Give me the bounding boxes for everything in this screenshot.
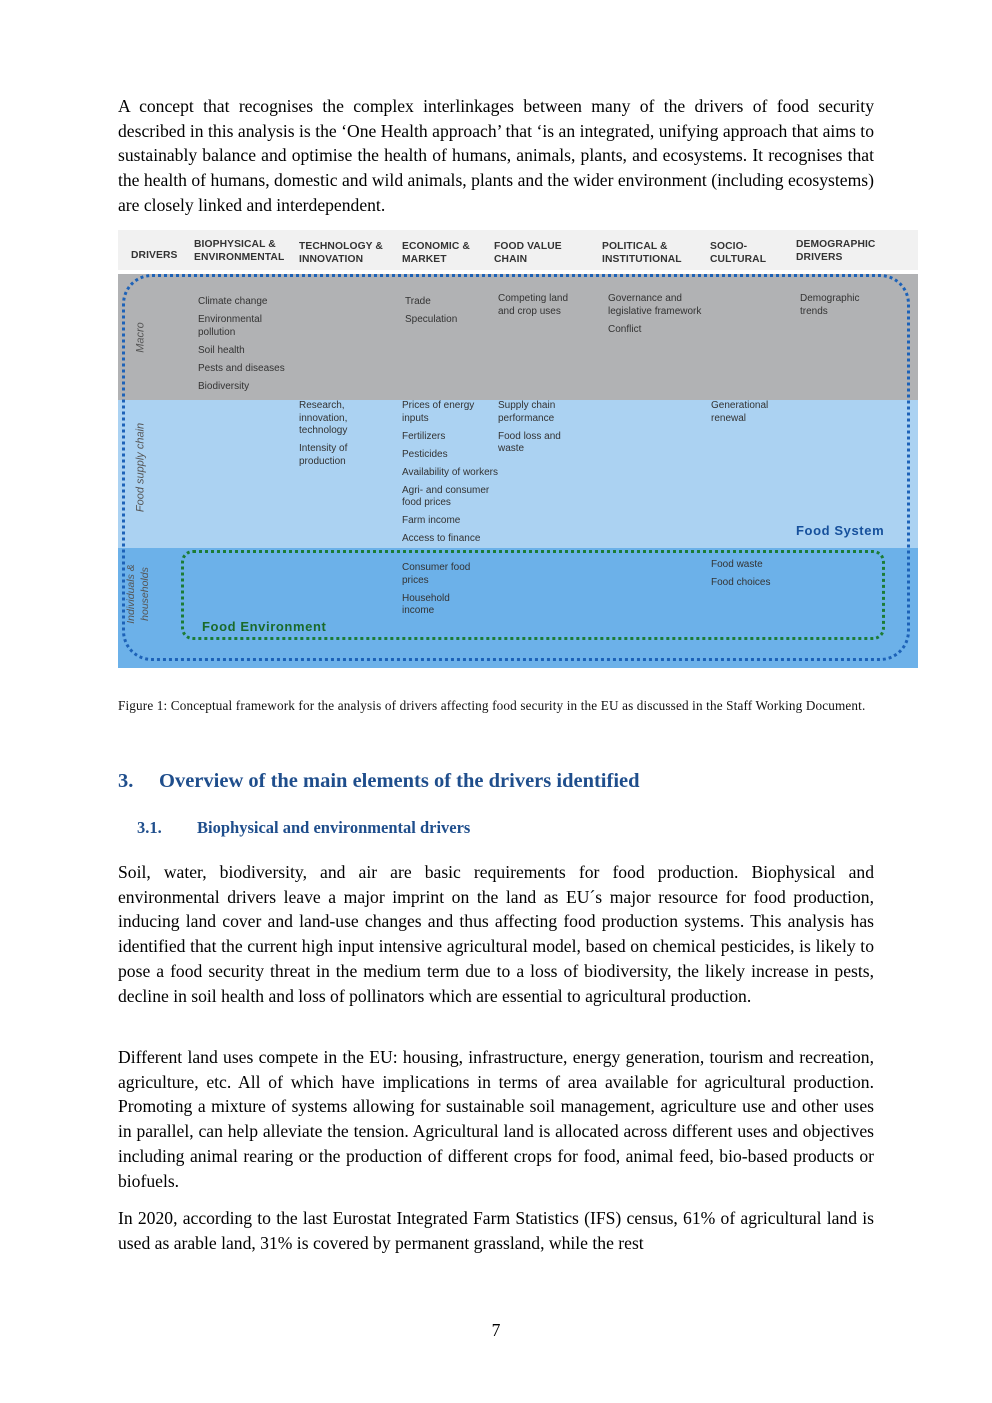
section-number: 3.: [118, 770, 134, 792]
row-label-macro: Macro: [134, 322, 147, 353]
supply-economic-cell: [402, 400, 502, 551]
macro-political-cell: [608, 293, 713, 342]
list-item: Food waste: [711, 559, 763, 570]
list-item: Fertilizers: [402, 430, 446, 442]
list-item: Supply chain performance: [498, 400, 556, 424]
list-item: Agri- and consumer food prices: [402, 484, 490, 508]
list-item: Speculation: [405, 314, 458, 325]
list-item: Research, innovation, technology: [299, 400, 348, 436]
list-item: Access to finance: [402, 533, 481, 544]
individuals-economic-cell: [402, 562, 482, 623]
list-item: Pests and diseases: [198, 362, 285, 374]
list-item: Demographic trends: [800, 293, 860, 317]
body-paragraph-1: Soil, water, biodiversity, and air are basic requirements for food production. Biophysical and environmental drivers leave a major imprint on the land as EU´s major resource for food production, inducing land cover and land-use changes and thus affecting food production systems. This analysis has identified that the current high input intensive agricultural model, based on chemical pesticides, is likely to pose a food security threat in the medium term due to a loss of biodiversity, the likely increase in pests, decline in soil health and loss of pollinators which are essential to agricultural production.: [118, 862, 874, 1006]
list-item: Household income: [402, 592, 450, 616]
header-value-chain: FOOD VALUE CHAIN: [494, 241, 562, 265]
list-item: Prices of energy inputs: [402, 400, 475, 424]
header-biophysical: BIOPHYSICAL & ENVIRONMENTAL: [194, 239, 285, 263]
macro-biophysical-cell: [198, 296, 298, 399]
subsection-number: 3.1.: [137, 818, 162, 837]
header-economic: ECONOMIC & MARKET: [402, 241, 470, 265]
conceptual-framework-figure: [118, 230, 918, 668]
supply-technology-cell: [299, 400, 369, 474]
body-paragraph-3: In 2020, according to the last Eurostat Integrated Farm Statistics (IFS) census, 61% of agricultural land is used as arable land, 31% is covered by permanent grassland, while the rest: [118, 1208, 874, 1253]
list-item: Food loss and waste: [498, 430, 561, 454]
macro-value-chain-cell: [498, 293, 578, 324]
list-item: Climate change: [198, 296, 268, 307]
list-item: Farm income: [402, 515, 461, 526]
list-item: Consumer food prices: [402, 562, 471, 586]
subsection-heading: [137, 818, 470, 838]
supply-value-chain-cell: [498, 400, 573, 461]
list-item: Intensity of production: [299, 443, 348, 467]
section-heading: [118, 770, 640, 793]
subsection-title: Biophysical and environmental drivers: [197, 818, 471, 837]
row-label-food-supply-chain: Food supply chain: [134, 422, 147, 513]
food-environment-label: Food Environment: [202, 619, 327, 634]
food-system-label: Food System: [796, 523, 885, 538]
list-item: Competing land and crop uses: [498, 293, 569, 317]
list-item: Biodiversity: [198, 380, 250, 392]
list-item: Conflict: [608, 323, 642, 335]
supply-socio-cell: [711, 400, 781, 431]
list-item: Generational renewal: [711, 400, 769, 424]
section-title: Overview of the main elements of the drivers identified: [159, 770, 640, 792]
body-paragraph-2: Different land uses compete in the EU: housing, infrastructure, energy generation, tourism and recreation, agriculture, etc. All of which have implications in terms of area available for agricultural production. Promoting a mixture of systems allowing for sustainable soil management, agriculture use and other uses in parallel, can help alleviate the tension. Agricultural land is allocated across different uses and objectives including animal rearing or the production of different crops for food, animal feed, bio-based products or biofuels.: [118, 1047, 874, 1191]
individuals-socio-cell: [711, 559, 791, 595]
list-item: Food choices: [711, 577, 771, 588]
figure-caption: Figure 1: Conceptual framework for the analysis of drivers affecting food security in the EU as discussed in the Staff Working Document.: [118, 698, 866, 713]
macro-economic-cell: [405, 296, 495, 332]
row-label-individuals: Individuals & households: [125, 564, 151, 624]
header-demographic: DEMOGRAPHIC DRIVERS: [796, 239, 876, 263]
page-number: 7: [491, 1320, 501, 1340]
intro-paragraph: A concept that recognises the complex interlinkages between many of the drivers of food security described in this analysis is the ‘One Health approach’ that ‘is an integrated, unifying approach that aims to sustainably balance and optimise the health of humans, animals, plants, and ecosystems. It recognises that the health of humans, domestic and wild animals, plants and the wider environment (including ecosystems) are closely linked and interdependent.: [118, 96, 874, 215]
list-item: Availability of workers: [402, 466, 498, 478]
header-political: POLITICAL & INSTITUTIONAL: [602, 241, 682, 265]
list-item: Trade: [405, 296, 431, 307]
header-technology: TECHNOLOGY & INNOVATION: [299, 241, 383, 265]
list-item: Soil health: [198, 344, 245, 356]
list-item: Pesticides: [402, 448, 448, 460]
macro-demographic-cell: [800, 293, 875, 324]
list-item: Governance and legislative framework: [608, 293, 702, 317]
header-drivers: DRIVERS: [131, 250, 178, 261]
list-item: Environmental pollution: [198, 314, 262, 338]
header-socio: SOCIO- CULTURAL: [710, 241, 767, 265]
